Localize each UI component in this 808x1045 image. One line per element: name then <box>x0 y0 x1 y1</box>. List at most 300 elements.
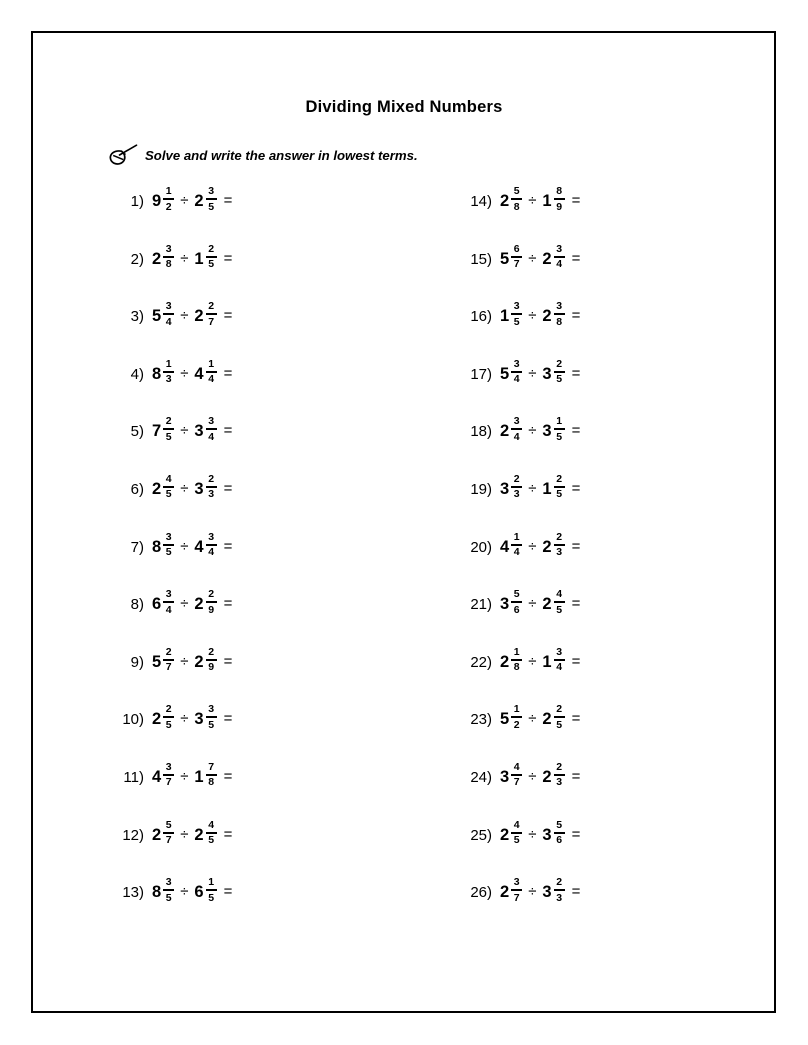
equals-sign: = <box>571 422 581 440</box>
numerator-divisor: 2 <box>208 645 215 658</box>
problem-expression <box>144 820 232 846</box>
denominator-dividend: 7 <box>165 834 172 847</box>
numerator-dividend: 3 <box>165 588 172 601</box>
problem-row <box>458 186 580 244</box>
fraction <box>206 877 217 903</box>
equals-sign: = <box>571 825 581 843</box>
fraction <box>554 416 565 442</box>
equals-sign: = <box>223 249 233 267</box>
whole-part-divisor: 1 <box>194 249 204 268</box>
denominator-dividend: 5 <box>513 834 520 847</box>
equals-sign: = <box>223 364 233 382</box>
mixed-number-dividend <box>152 647 174 673</box>
divide-operator-icon: ÷ <box>528 249 537 267</box>
problem-number: 6) <box>130 480 144 498</box>
whole-part-divisor: 1 <box>542 652 552 671</box>
divide-operator-icon: ÷ <box>180 192 189 209</box>
problem-row <box>110 589 232 647</box>
problem-column-left <box>110 186 232 935</box>
numerator-divisor: 1 <box>208 357 215 370</box>
problem-expression <box>144 589 232 615</box>
numerator-divisor: 2 <box>556 760 563 773</box>
problem-row <box>458 820 580 878</box>
mixed-number-dividend <box>500 416 522 442</box>
whole-part-divisor: 6 <box>194 883 204 902</box>
divide-operator-icon: ÷ <box>180 479 189 497</box>
mixed-number-dividend <box>500 359 522 385</box>
mixed-number-divisor <box>542 474 564 500</box>
equals-sign: = <box>223 825 233 843</box>
denominator-dividend: 5 <box>165 718 172 731</box>
instruction-text: Solve and write the answer in lowest terms. <box>145 147 418 163</box>
problem-expression <box>492 704 580 730</box>
mixed-number-divisor <box>194 359 216 385</box>
denominator-dividend: 8 <box>165 258 172 271</box>
mixed-number-dividend <box>500 820 522 846</box>
denominator-dividend: 4 <box>165 603 172 616</box>
denominator-divisor: 3 <box>556 546 563 559</box>
problem-expression <box>144 186 232 212</box>
whole-part-dividend: 2 <box>500 883 510 902</box>
fraction <box>163 416 174 442</box>
numerator-dividend: 5 <box>513 185 520 197</box>
problem-expression <box>492 474 580 500</box>
problem-row <box>458 647 580 705</box>
whole-part-dividend: 5 <box>500 710 510 729</box>
fraction <box>511 244 522 270</box>
fraction <box>554 704 565 730</box>
whole-part-dividend: 4 <box>152 767 162 786</box>
mixed-number-divisor <box>542 762 564 788</box>
problem-expression <box>144 244 232 270</box>
denominator-divisor: 5 <box>208 258 215 271</box>
fraction <box>206 301 217 327</box>
problem-number: 7) <box>130 538 144 556</box>
numerator-divisor: 3 <box>208 703 215 716</box>
mixed-number-divisor <box>194 877 216 903</box>
mixed-number-dividend <box>500 704 522 730</box>
whole-part-divisor: 2 <box>542 249 552 268</box>
numerator-divisor: 3 <box>208 415 215 428</box>
whole-part-dividend: 2 <box>152 825 162 844</box>
denominator-divisor: 5 <box>556 373 563 386</box>
whole-part-dividend: 2 <box>500 192 510 210</box>
mixed-number-dividend <box>152 474 174 500</box>
whole-part-divisor: 1 <box>194 767 204 786</box>
problem-expression <box>144 877 232 903</box>
fraction <box>206 589 217 615</box>
whole-part-divisor: 2 <box>542 767 552 786</box>
problem-row <box>458 359 580 417</box>
numerator-dividend: 1 <box>165 185 172 197</box>
whole-part-divisor: 4 <box>194 537 204 556</box>
numerator-dividend: 4 <box>513 818 520 831</box>
problem-number: 11) <box>123 768 144 786</box>
whole-part-divisor: 3 <box>542 364 552 383</box>
problem-number: 12) <box>122 826 144 844</box>
mixed-number-divisor <box>542 186 564 212</box>
denominator-dividend: 7 <box>165 661 172 674</box>
fraction <box>206 820 217 846</box>
whole-part-dividend: 2 <box>500 825 510 844</box>
numerator-dividend: 1 <box>513 530 520 543</box>
problem-number: 9) <box>130 653 144 671</box>
problem-row <box>458 532 580 590</box>
fraction <box>554 820 565 846</box>
whole-part-divisor: 2 <box>542 307 552 326</box>
numerator-dividend: 3 <box>165 242 172 255</box>
whole-part-dividend: 1 <box>500 307 510 326</box>
numerator-divisor: 2 <box>208 300 215 313</box>
numerator-divisor: 2 <box>556 530 563 543</box>
mixed-number-dividend <box>500 301 522 327</box>
numerator-divisor: 3 <box>556 645 563 658</box>
fraction <box>511 704 522 730</box>
whole-part-divisor: 2 <box>194 595 204 614</box>
fraction <box>554 301 565 327</box>
fraction <box>554 474 565 500</box>
fraction <box>206 186 217 212</box>
problem-number: 13) <box>122 884 144 902</box>
whole-part-dividend: 8 <box>152 883 162 902</box>
denominator-divisor: 5 <box>208 891 215 904</box>
denominator-dividend: 3 <box>165 373 172 386</box>
problem-number: 24) <box>470 768 492 786</box>
mixed-number-dividend <box>152 532 174 558</box>
problem-number: 26) <box>470 884 492 902</box>
denominator-divisor: 5 <box>556 718 563 731</box>
fraction <box>511 647 522 673</box>
denominator-divisor: 4 <box>208 373 215 386</box>
fraction <box>554 186 565 212</box>
problem-row <box>110 416 232 474</box>
whole-part-divisor: 3 <box>542 422 552 441</box>
numerator-dividend: 4 <box>165 472 172 485</box>
whole-part-dividend: 8 <box>152 537 162 556</box>
problem-number: 14) <box>470 193 492 210</box>
problem-expression <box>144 359 232 385</box>
equals-sign: = <box>571 364 581 382</box>
numerator-dividend: 3 <box>513 876 520 889</box>
equals-sign: = <box>223 479 233 497</box>
mixed-number-divisor <box>194 704 216 730</box>
numerator-dividend: 3 <box>513 415 520 428</box>
denominator-divisor: 9 <box>556 200 563 213</box>
denominator-divisor: 4 <box>208 430 215 443</box>
problem-expression <box>492 186 580 212</box>
numerator-divisor: 2 <box>208 588 215 601</box>
whole-part-divisor: 2 <box>194 652 204 671</box>
fraction <box>511 474 522 500</box>
instruction-row <box>108 144 418 166</box>
fraction <box>511 186 522 212</box>
problem-expression <box>492 589 580 615</box>
numerator-divisor: 3 <box>556 300 563 313</box>
problem-expression <box>492 647 580 673</box>
mixed-number-divisor <box>194 532 216 558</box>
fraction <box>554 532 565 558</box>
mixed-number-divisor <box>194 301 216 327</box>
denominator-dividend: 2 <box>513 718 520 731</box>
denominator-divisor: 5 <box>208 200 215 213</box>
fraction <box>163 301 174 327</box>
mixed-number-dividend <box>500 532 522 558</box>
equals-sign: = <box>571 710 581 728</box>
whole-part-dividend: 3 <box>500 595 510 614</box>
divide-operator-icon: ÷ <box>180 249 189 267</box>
page-title: Dividing Mixed Numbers <box>305 98 503 116</box>
problem-row <box>458 474 580 532</box>
whole-part-dividend: 5 <box>500 249 510 268</box>
fraction <box>163 589 174 615</box>
denominator-divisor: 3 <box>556 891 563 904</box>
denominator-divisor: 5 <box>208 834 215 847</box>
fraction <box>511 589 522 615</box>
problem-row <box>458 877 580 935</box>
whole-part-divisor: 2 <box>542 595 552 614</box>
denominator-dividend: 2 <box>165 200 172 213</box>
fraction <box>163 532 174 558</box>
whole-part-dividend: 5 <box>152 307 162 326</box>
whole-part-divisor: 2 <box>194 825 204 844</box>
fraction <box>554 762 565 788</box>
numerator-divisor: 2 <box>556 472 563 485</box>
mixed-number-divisor <box>542 532 564 558</box>
numerator-dividend: 6 <box>513 242 520 255</box>
divide-operator-icon: ÷ <box>180 595 189 613</box>
mixed-number-dividend <box>152 186 174 212</box>
whole-part-dividend: 4 <box>500 537 510 556</box>
fraction <box>511 820 522 846</box>
problem-number: 1) <box>130 193 144 210</box>
numerator-divisor: 2 <box>208 242 215 255</box>
mixed-number-dividend <box>152 359 174 385</box>
numerator-divisor: 1 <box>208 876 215 889</box>
problem-number: 8) <box>130 596 144 614</box>
whole-part-dividend: 2 <box>152 710 162 729</box>
denominator-dividend: 8 <box>513 661 520 674</box>
problem-expression <box>144 474 232 500</box>
mixed-number-divisor <box>194 416 216 442</box>
numerator-dividend: 2 <box>165 703 172 716</box>
divide-operator-icon: ÷ <box>528 825 537 843</box>
mixed-number-divisor <box>542 301 564 327</box>
problem-row <box>110 704 232 762</box>
denominator-divisor: 4 <box>556 661 563 674</box>
problem-number: 16) <box>470 308 492 326</box>
denominator-divisor: 3 <box>208 488 215 501</box>
problem-row <box>110 762 232 820</box>
denominator-divisor: 8 <box>208 776 215 789</box>
problem-number: 20) <box>470 538 492 556</box>
equals-sign: = <box>223 192 233 209</box>
problem-number: 21) <box>470 596 492 614</box>
whole-part-dividend: 9 <box>152 192 162 210</box>
problem-expression <box>144 301 232 327</box>
problem-number: 3) <box>130 308 144 326</box>
mixed-number-dividend <box>152 704 174 730</box>
problem-expression <box>492 532 580 558</box>
denominator-dividend: 7 <box>513 776 520 789</box>
numerator-divisor: 7 <box>208 760 215 773</box>
numerator-dividend: 5 <box>165 818 172 831</box>
equals-sign: = <box>223 883 233 901</box>
fraction <box>206 704 217 730</box>
fraction <box>163 704 174 730</box>
whole-part-divisor: 3 <box>194 479 204 498</box>
fraction <box>554 244 565 270</box>
numerator-divisor: 1 <box>556 415 563 428</box>
fraction <box>206 416 217 442</box>
numerator-divisor: 4 <box>556 588 563 601</box>
whole-part-dividend: 2 <box>152 479 162 498</box>
divide-operator-icon: ÷ <box>180 422 189 440</box>
numerator-dividend: 1 <box>165 357 172 370</box>
problem-expression <box>492 762 580 788</box>
problem-row <box>110 301 232 359</box>
numerator-divisor: 3 <box>208 530 215 543</box>
problem-row <box>110 186 232 244</box>
denominator-dividend: 7 <box>513 258 520 271</box>
fraction <box>163 359 174 385</box>
equals-sign: = <box>223 422 233 440</box>
fraction <box>511 877 522 903</box>
mixed-number-divisor <box>542 877 564 903</box>
equals-sign: = <box>571 307 581 325</box>
fraction <box>206 762 217 788</box>
problem-row <box>458 244 580 302</box>
equals-sign: = <box>223 595 233 613</box>
numerator-dividend: 3 <box>165 760 172 773</box>
whole-part-dividend: 6 <box>152 595 162 614</box>
mixed-number-divisor <box>194 186 216 212</box>
numerator-dividend: 1 <box>513 703 520 716</box>
mixed-number-divisor <box>542 359 564 385</box>
problem-number: 22) <box>470 653 492 671</box>
divide-operator-icon: ÷ <box>180 767 189 785</box>
fraction <box>206 647 217 673</box>
mixed-number-dividend <box>152 416 174 442</box>
denominator-dividend: 6 <box>513 603 520 616</box>
denominator-divisor: 5 <box>556 488 563 501</box>
divide-operator-icon: ÷ <box>180 364 189 382</box>
denominator-divisor: 8 <box>556 315 563 328</box>
problem-number: 23) <box>470 711 492 729</box>
problem-expression <box>492 244 580 270</box>
mixed-number-divisor <box>194 762 216 788</box>
fraction <box>554 877 565 903</box>
equals-sign: = <box>571 595 581 613</box>
fraction <box>163 820 174 846</box>
whole-part-dividend: 3 <box>500 767 510 786</box>
problem-number: 5) <box>130 423 144 441</box>
denominator-divisor: 4 <box>208 546 215 559</box>
divide-operator-icon: ÷ <box>528 652 537 670</box>
denominator-divisor: 4 <box>556 258 563 271</box>
equals-sign: = <box>571 652 581 670</box>
problem-number: 18) <box>470 423 492 441</box>
problem-expression <box>144 647 232 673</box>
mixed-number-divisor <box>194 647 216 673</box>
problem-row <box>110 820 232 878</box>
denominator-divisor: 5 <box>556 430 563 443</box>
fraction <box>206 532 217 558</box>
numerator-dividend: 3 <box>165 300 172 313</box>
whole-part-divisor: 2 <box>194 307 204 326</box>
fraction <box>206 244 217 270</box>
whole-part-dividend: 2 <box>152 249 162 268</box>
mixed-number-divisor <box>542 416 564 442</box>
mixed-number-dividend <box>500 877 522 903</box>
fraction <box>511 762 522 788</box>
fraction <box>163 474 174 500</box>
whole-part-divisor: 3 <box>542 883 552 902</box>
problem-number: 25) <box>470 826 492 844</box>
divide-operator-icon: ÷ <box>528 595 537 613</box>
equals-sign: = <box>571 192 581 209</box>
problem-row <box>458 704 580 762</box>
numerator-dividend: 3 <box>165 876 172 889</box>
whole-part-divisor: 2 <box>542 537 552 556</box>
divide-operator-icon: ÷ <box>180 537 189 555</box>
mixed-number-divisor <box>542 704 564 730</box>
numerator-dividend: 2 <box>165 645 172 658</box>
denominator-divisor: 6 <box>556 834 563 847</box>
mixed-number-dividend <box>152 301 174 327</box>
problem-number: 15) <box>470 250 492 268</box>
problem-expression <box>144 762 232 788</box>
mixed-number-dividend <box>152 589 174 615</box>
denominator-dividend: 5 <box>165 546 172 559</box>
denominator-dividend: 4 <box>513 373 520 386</box>
whole-part-divisor: 4 <box>194 364 204 383</box>
numerator-dividend: 4 <box>513 760 520 773</box>
problem-number: 2) <box>130 250 144 268</box>
equals-sign: = <box>223 307 233 325</box>
denominator-divisor: 7 <box>208 315 215 328</box>
problem-expression <box>492 359 580 385</box>
divide-operator-icon: ÷ <box>528 364 537 382</box>
fraction <box>511 359 522 385</box>
divide-operator-icon: ÷ <box>528 537 537 555</box>
fraction <box>206 474 217 500</box>
mixed-number-dividend <box>500 186 522 212</box>
fraction <box>163 186 174 212</box>
equals-sign: = <box>223 710 233 728</box>
problem-expression <box>492 877 580 903</box>
whole-part-dividend: 5 <box>152 652 162 671</box>
whole-part-divisor: 1 <box>542 479 552 498</box>
divide-operator-icon: ÷ <box>528 479 537 497</box>
fraction <box>511 301 522 327</box>
problem-row <box>458 301 580 359</box>
problem-row <box>110 244 232 302</box>
whole-part-divisor: 3 <box>194 422 204 441</box>
numerator-dividend: 3 <box>513 357 520 370</box>
problem-number: 4) <box>130 365 144 383</box>
equals-sign: = <box>571 537 581 555</box>
equals-sign: = <box>223 767 233 785</box>
quill-pen-icon <box>108 144 138 166</box>
divide-operator-icon: ÷ <box>180 710 189 728</box>
mixed-number-dividend <box>152 877 174 903</box>
denominator-divisor: 9 <box>208 661 215 674</box>
problem-number: 10) <box>122 711 144 729</box>
equals-sign: = <box>571 883 581 901</box>
numerator-divisor: 2 <box>556 357 563 370</box>
numerator-divisor: 3 <box>208 185 215 197</box>
denominator-dividend: 4 <box>513 546 520 559</box>
